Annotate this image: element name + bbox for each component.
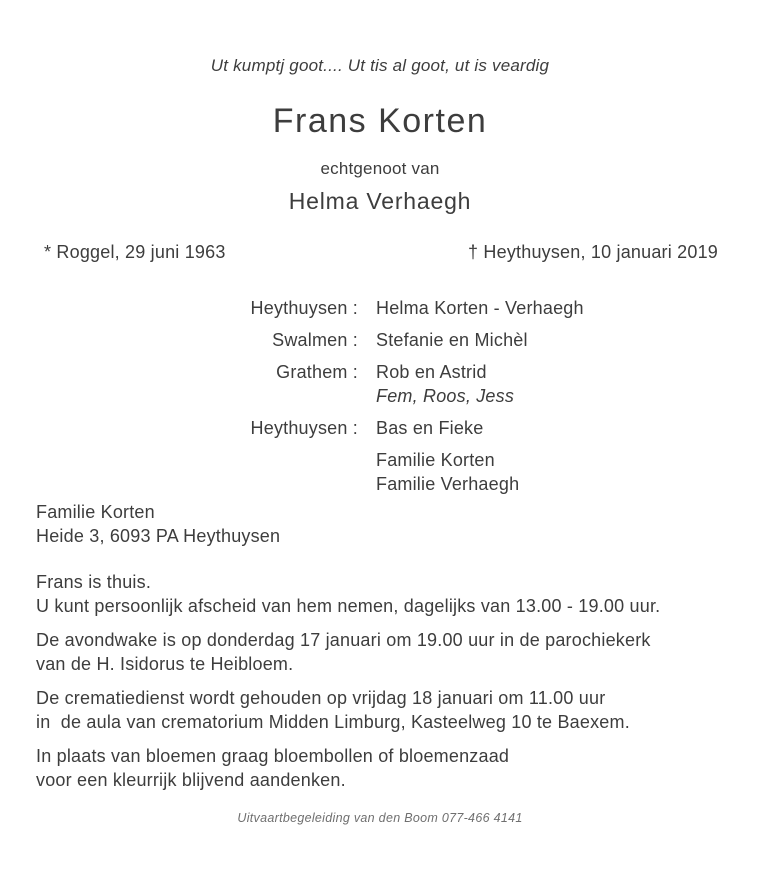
body-paragraph: [36, 686, 760, 734]
body-paragraph: [36, 744, 760, 792]
announcement-body: [36, 570, 760, 792]
family-row: [0, 296, 760, 320]
sender-address-line: Heide 3, 6093 PA Heythuysen: [36, 526, 281, 546]
body-line: U kunt persoonlijk afscheid van hem nemen, dagelijks van 13.00 - 19.00 uur.: [36, 596, 661, 616]
body-line: De crematiedienst wordt gehouden op vrijdag 18 januari om 11.00 uur: [36, 688, 606, 708]
children-names: Fem, Roos, Jess: [376, 386, 515, 406]
family-names: Rob en Astrid: [376, 362, 487, 382]
family-names: Stefanie en Michèl: [376, 330, 528, 350]
family-place: Heythuysen :: [250, 418, 358, 438]
family-signoff-line: Familie Verhaegh: [376, 474, 520, 494]
deceased-name: Frans Korten: [272, 102, 488, 140]
death-date: † Heythuysen, 10 januari 2019: [468, 242, 718, 262]
body-line: In plaats van bloemen graag bloembollen of bloemenzaad: [36, 746, 510, 766]
family-signoff-line: Familie Korten: [376, 450, 495, 470]
sender-address: [36, 500, 760, 548]
memorial-quote: Ut kumptj goot.... Ut tis al goot, ut is veardig: [210, 56, 550, 75]
body-line: in de aula van crematorium Midden Limburg, Kasteelweg 10 te Baexem.: [36, 712, 630, 732]
body-line: van de H. Isidorus te Heibloem.: [36, 654, 294, 674]
spouse-name: Helma Verhaegh: [288, 188, 472, 214]
family-names: Bas en Fieke: [376, 418, 484, 438]
birth-date: * Roggel, 29 juni 1963: [44, 242, 226, 262]
dates-row: [0, 240, 760, 264]
family-row: [0, 328, 760, 352]
relation-line: echtgenoot van: [320, 159, 440, 178]
body-paragraph: [36, 628, 760, 676]
family-place: Heythuysen :: [250, 298, 358, 318]
family-row: [0, 360, 760, 384]
family-signoff: [376, 448, 760, 496]
body-line: Frans is thuis.: [36, 572, 152, 592]
body-line: voor een kleurrijk blijvend aandenken.: [36, 770, 346, 790]
family-place: Grathem :: [276, 362, 358, 382]
family-row: [0, 416, 760, 440]
body-paragraph: [36, 570, 760, 618]
family-place: Swalmen :: [272, 330, 358, 350]
body-line: De avondwake is op donderdag 17 januari om 19.00 uur in de parochiekerk: [36, 630, 651, 650]
family-list: [0, 296, 760, 496]
family-names: Helma Korten - Verhaegh: [376, 298, 584, 318]
undertaker-footer: Uitvaartbegeleiding van den Boom 077-466 4141: [237, 811, 523, 825]
sender-address-line: Familie Korten: [36, 502, 155, 522]
